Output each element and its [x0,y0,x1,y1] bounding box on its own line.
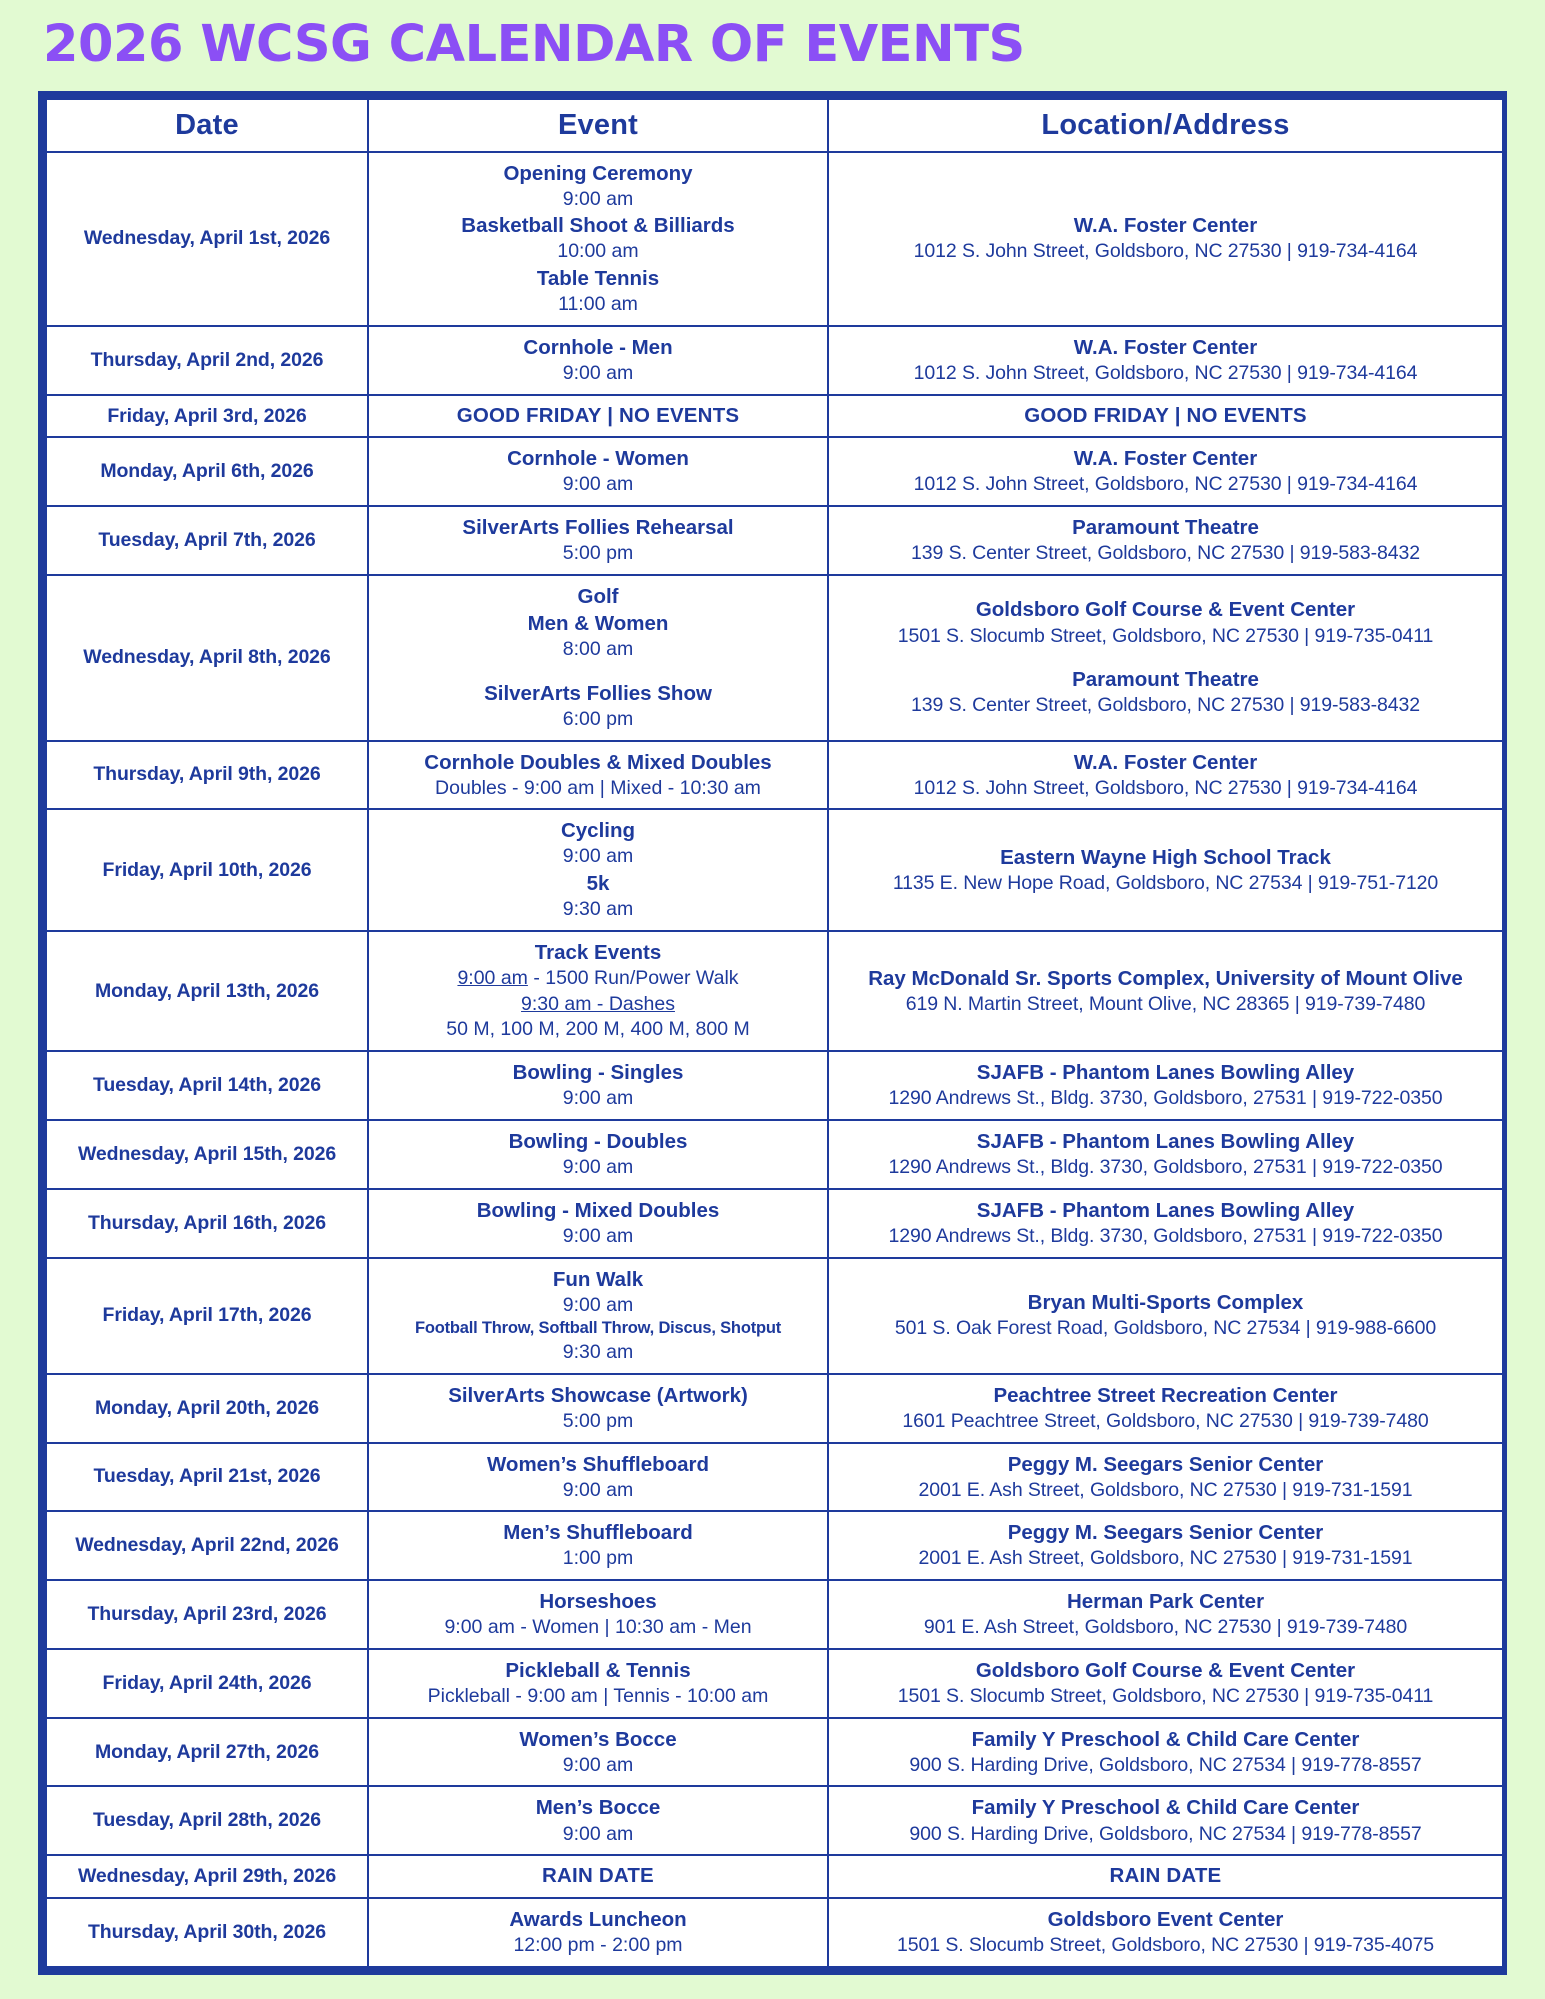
event-time: 9:00 am [562,1753,634,1776]
cell-location [828,931,1503,1051]
cell-date: Friday, April 24th, 2026 [46,1649,368,1718]
event-name: Cornhole - Women [507,447,689,471]
location-name: Bryan Multi-Sports Complex [1027,1291,1304,1315]
location-name: Paramount Theatre [1072,516,1259,540]
location-note: GOOD FRIDAY | NO EVENTS [1024,403,1307,427]
table-row [46,741,1503,810]
cell-location [828,1786,1503,1855]
cell-location [828,575,1503,741]
event-time: 6:00 pm [562,707,634,730]
location-address: 1012 S. John Street, Goldsboro, NC 27530 | 919-734-4164 [913,776,1418,799]
table-row [46,437,1503,506]
cell-event [368,1051,828,1120]
event-time: 9:00 am [562,845,634,868]
table-body [46,152,1503,1967]
cell-date: Monday, April 13th, 2026 [46,931,368,1051]
table-row [46,1649,1503,1718]
location-name: Peggy M. Seegars Senior Center [1007,1452,1324,1476]
event-name: 5k [586,872,610,896]
cell-date: Tuesday, April 28th, 2026 [46,1786,368,1855]
cell-location [828,1649,1503,1718]
event-time: 12:00 pm - 2:00 pm [513,1933,683,1956]
location-name: Herman Park Center [1066,1590,1265,1614]
location-name: W.A. Foster Center [1073,447,1258,471]
cell-event [368,1443,828,1512]
event-note: GOOD FRIDAY | NO EVENTS [456,403,740,427]
location-name: Goldsboro Event Center [1047,1907,1284,1931]
location-address: 2001 E. Ash Street, Goldsboro, NC 27530 | 919-731-1591 [918,1478,1413,1501]
table-row [46,575,1503,741]
cell-date: Thursday, April 30th, 2026 [46,1898,368,1967]
table-row [46,1855,1503,1898]
event-name: Table Tennis [536,267,660,291]
event-name: Horseshoes [539,1590,657,1614]
table-row [46,1898,1503,1967]
location-name: W.A. Foster Center [1073,214,1258,238]
table-row [46,1718,1503,1787]
location-address: 1012 S. John Street, Goldsboro, NC 27530 | 919-734-4164 [913,473,1418,496]
location-name: W.A. Foster Center [1073,750,1258,774]
event-name: Track Events [534,940,662,964]
cell-date: Thursday, April 16th, 2026 [46,1189,368,1258]
location-address: 1501 S. Slocumb Street, Goldsboro, NC 27530 | 919-735-0411 [897,1684,1434,1707]
cell-date: Monday, April 27th, 2026 [46,1718,368,1787]
table-row [46,1511,1503,1580]
cell-date: Friday, April 17th, 2026 [46,1258,368,1374]
cell-date: Wednesday, April 22nd, 2026 [46,1511,368,1580]
event-time: Doubles - 9:00 am | Mixed - 10:30 am [435,776,761,799]
location-address: 1290 Andrews St., Bldg. 3730, Goldsboro, 27531 | 919-722-0350 [888,1224,1443,1247]
table-row [46,809,1503,931]
cell-date: Tuesday, April 7th, 2026 [46,506,368,575]
cell-event [368,1189,828,1258]
location-name: Goldsboro Golf Course & Event Center [975,598,1356,622]
location-address: 1501 S. Slocumb Street, Goldsboro, NC 27530 | 919-735-0411 [897,624,1434,647]
table-row [46,931,1503,1051]
table-row [46,1258,1503,1374]
event-time: 9:00 am [562,1156,634,1178]
cell-event [368,1511,828,1580]
location-name: SJAFB - Phantom Lanes Bowling Alley [976,1198,1355,1222]
table-row [46,395,1503,438]
cell-event [368,1855,828,1898]
event-name: Fun Walk [552,1267,644,1291]
cell-location [828,1898,1503,1967]
column-header-event: Event [368,99,828,152]
cell-date: Wednesday, April 8th, 2026 [46,575,368,741]
location-address: 1290 Andrews St., Bldg. 3730, Goldsboro, 27531 | 919-722-0350 [888,1087,1443,1110]
table-row [46,152,1503,326]
cell-location [828,326,1503,395]
cell-event [368,1374,828,1443]
event-time: 5:00 pm [562,1409,634,1432]
location-note: RAIN DATE [1109,1864,1222,1888]
event-name: SilverArts Follies Rehearsal [462,516,734,540]
cell-event [368,1718,828,1787]
cell-location [828,1258,1503,1374]
location-name: Eastern Wayne High School Track [1000,845,1331,869]
table-row [46,326,1503,395]
location-name: Goldsboro Golf Course & Event Center [975,1658,1356,1682]
cell-event [368,1120,828,1189]
event-time: 9:00 am [562,1224,634,1247]
location-address: 1012 S. John Street, Goldsboro, NC 27530 | 919-734-4164 [913,240,1418,263]
table-row [46,1051,1503,1120]
event-name: Cornhole - Men [523,335,673,359]
event-time: 9:30 am [562,1341,634,1364]
cell-location [828,1511,1503,1580]
event-detail-line: 50 M, 100 M, 200 M, 400 M, 800 M [446,1018,750,1041]
table-row [46,506,1503,575]
column-header-location: Location/Address [828,99,1503,152]
event-name: Pickleball & Tennis [505,1658,691,1682]
event-name: SilverArts Follies Show [484,681,712,705]
calendar-table [45,98,1504,1968]
event-time: 5:00 pm [562,542,634,565]
cell-location [828,395,1503,438]
column-header-date: Date [46,99,368,152]
cell-date: Wednesday, April 29th, 2026 [46,1855,368,1898]
location-name: Family Y Preschool & Child Care Center [971,1727,1360,1751]
event-time: 9:00 am [562,362,634,385]
event-name: Bowling - Doubles [508,1129,688,1153]
event-name: Basketball Shoot & Billiards [461,214,735,238]
cell-event [368,575,828,741]
event-detail-desc: - 1500 Run/Power Walk [527,966,739,989]
cell-date: Thursday, April 23rd, 2026 [46,1580,368,1649]
cell-event [368,506,828,575]
cell-date: Monday, April 6th, 2026 [46,437,368,506]
cell-date: Friday, April 3rd, 2026 [46,395,368,438]
page-title: 2026 WCSG CALENDAR OF EVENTS [43,15,1025,74]
event-time: 1:00 pm [562,1547,634,1570]
event-name: SilverArts Showcase (Artwork) [448,1383,748,1407]
location-address: 139 S. Center Street, Goldsboro, NC 27530 | 919-583-8432 [911,542,1420,565]
cell-event [368,1580,828,1649]
event-time: 9:00 am [562,187,634,210]
cell-date: Thursday, April 9th, 2026 [46,741,368,810]
cell-date: Wednesday, April 15th, 2026 [46,1120,368,1189]
table-row [46,1580,1503,1649]
table-row [46,1374,1503,1443]
cell-location [828,1189,1503,1258]
location-address: 1135 E. New Hope Road, Goldsboro, NC 27534 | 919-751-7120 [892,871,1439,894]
location-address: 1601 Peachtree Street, Goldsboro, NC 27530 | 919-739-7480 [902,1409,1429,1432]
cell-date: Friday, April 10th, 2026 [46,809,368,931]
cell-event [368,437,828,506]
cell-location [828,1855,1503,1898]
event-time: Pickleball - 9:00 am | Tennis - 10:00 am [427,1684,769,1707]
cell-location [828,1120,1503,1189]
event-name: Opening Ceremony [503,161,693,185]
event-name: Bowling - Mixed Doubles [476,1198,720,1222]
event-note: RAIN DATE [542,1864,654,1888]
location-name: Ray McDonald Sr. Sports Complex, University of Mount Olive [868,966,1463,990]
cell-event [368,741,828,810]
event-name: Golf [577,584,619,608]
table-row [46,1189,1503,1258]
cell-event [368,1649,828,1718]
cell-location [828,809,1503,931]
cell-event [368,1786,828,1855]
block-gap [835,649,1496,666]
event-detail-time: 9:00 am [457,966,528,989]
event-name: Women’s Bocce [519,1727,677,1751]
location-address: 619 N. Martin Street, Mount Olive, NC 28365 | 919-739-7480 [905,992,1426,1015]
location-address: 139 S. Center Street, Goldsboro, NC 27530 | 919-583-8432 [911,694,1420,717]
location-name: SJAFB - Phantom Lanes Bowling Alley [976,1061,1355,1085]
cell-location [828,1051,1503,1120]
cell-date: Tuesday, April 14th, 2026 [46,1051,368,1120]
table-row [46,1443,1503,1512]
event-time: 9:00 am [562,1822,634,1845]
cell-event [368,809,828,931]
event-name: Women’s Shuffleboard [486,1452,710,1476]
location-address: 900 S. Harding Drive, Goldsboro, NC 27534 | 919-778-8557 [909,1822,1422,1845]
event-time: 9:00 am [562,473,634,496]
header-row [46,99,1503,152]
event-time: 11:00 am [558,293,638,316]
cell-event [368,1258,828,1374]
cell-event [368,1898,828,1967]
cell-date: Thursday, April 2nd, 2026 [46,326,368,395]
location-name: W.A. Foster Center [1073,335,1258,359]
event-detail-line [375,966,821,992]
location-name: Family Y Preschool & Child Care Center [971,1796,1360,1820]
location-name: Peachtree Street Recreation Center [993,1383,1338,1407]
cell-location [828,1443,1503,1512]
location-name: Peggy M. Seegars Senior Center [1007,1521,1324,1545]
event-time: 9:30 am [562,898,634,921]
cell-location [828,506,1503,575]
event-time: 8:00 am [562,638,634,661]
cell-date: Wednesday, April 1st, 2026 [46,152,368,326]
event-name: Men’s Bocce [535,1796,661,1820]
cell-location [828,1718,1503,1787]
cell-location [828,1580,1503,1649]
event-name: Men’s Shuffleboard [503,1521,693,1545]
event-detail-line: 9:30 am - Dashes [521,992,675,1015]
block-gap [375,663,821,680]
cell-event [368,395,828,438]
location-address: 1290 Andrews St., Bldg. 3730, Goldsboro, 27531 | 919-722-0350 [888,1156,1443,1178]
event-name: Cycling [560,819,636,843]
cell-location [828,437,1503,506]
cell-location [828,152,1503,326]
location-address: 900 S. Harding Drive, Goldsboro, NC 27534 | 919-778-8557 [909,1753,1422,1776]
event-time: 9:00 am - Women | 10:30 am - Men [444,1616,752,1639]
cell-event [368,326,828,395]
location-address: 501 S. Oak Forest Road, Goldsboro, NC 27534 | 919-988-6600 [894,1317,1437,1340]
cell-event [368,931,828,1051]
event-time: 9:00 am [562,1293,634,1316]
cell-date: Monday, April 20th, 2026 [46,1374,368,1443]
cell-date: Tuesday, April 21st, 2026 [46,1443,368,1512]
table-header [46,99,1503,152]
location-address: 1012 S. John Street, Goldsboro, NC 27530 | 919-734-4164 [913,362,1418,385]
cell-location [828,1374,1503,1443]
event-time: 10:00 am [557,240,639,263]
location-name: SJAFB - Phantom Lanes Bowling Alley [976,1129,1355,1153]
table-row [46,1120,1503,1189]
event-name: Awards Luncheon [509,1907,687,1931]
location-name: Paramount Theatre [1072,668,1259,692]
event-name: Football Throw, Softball Throw, Discus, Shotput [414,1319,782,1338]
cell-event [368,152,828,326]
table-row [46,1786,1503,1855]
event-name: Bowling - Singles [512,1061,684,1085]
event-subname: Men & Women [527,612,669,636]
location-address: 901 E. Ash Street, Goldsboro, NC 27530 | 919-739-7480 [923,1616,1408,1639]
event-name: Cornhole Doubles & Mixed Doubles [424,750,772,774]
location-address: 2001 E. Ash Street, Goldsboro, NC 27530 | 919-731-1591 [918,1547,1413,1570]
location-address: 1501 S. Slocumb Street, Goldsboro, NC 27530 | 919-735-4075 [897,1933,1434,1956]
event-time: 9:00 am [562,1087,634,1110]
event-time: 9:00 am [562,1478,634,1501]
calendar-table-wrapper [38,91,1507,1975]
cell-location [828,741,1503,810]
